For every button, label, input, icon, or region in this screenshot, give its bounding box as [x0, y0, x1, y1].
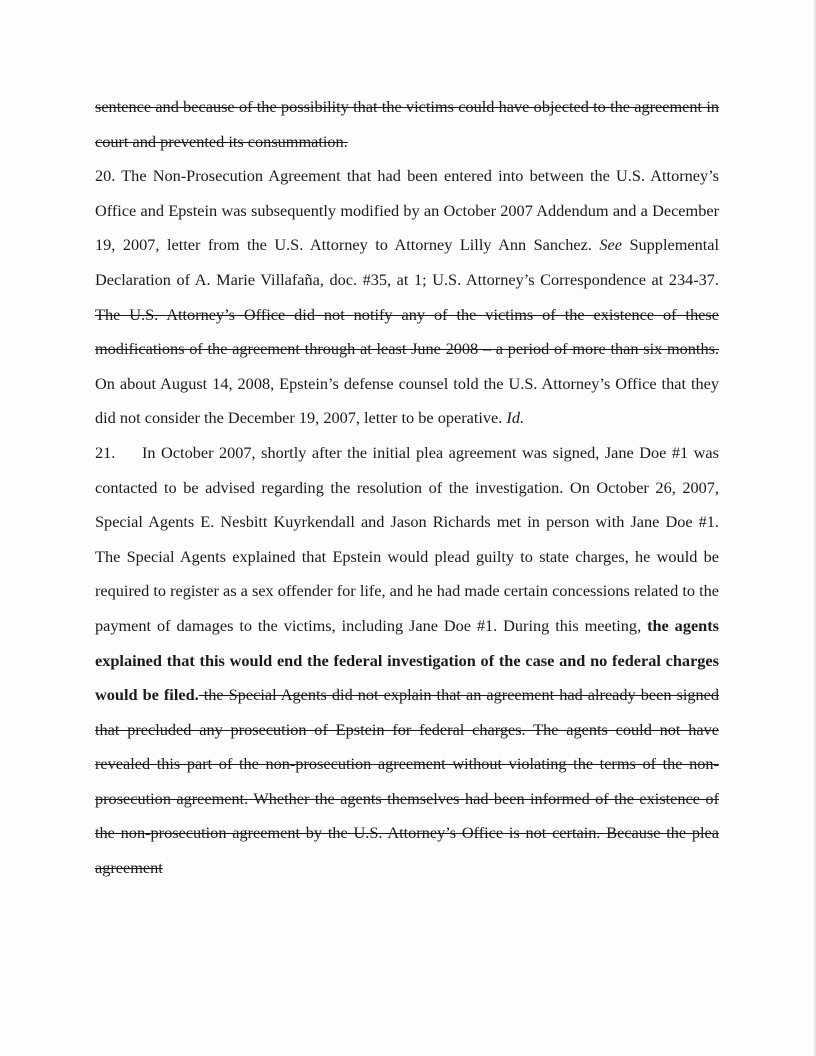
paragraph-number: 20.: [95, 166, 116, 186]
paragraph-20: [95, 159, 719, 436]
document-body: [95, 90, 719, 886]
bold-text: the agents explained that this would end the federal investigation of the case and no federal charges would be filed.: [95, 615, 719, 705]
struck-text: the Special Agents did not explain that an agreement had already been signed that precluded any prosecution of Epstein for federal charges. The agents could not have revealed this part of the non-prosecution agreement without violating the terms of the non-prosecution agreement. Whether the agents themselves had been informed of the existence of the non-prosecution agreement by the U.S. Attorney’s Office is not certain. Because the plea agreement: [95, 685, 720, 878]
struck-text: The U.S. Attorney’s Office did not notify any of the victims of the existence of these modifications of the agreement through at least June 2008 – a period of more than six months.: [95, 304, 719, 359]
paragraph-text: In October 2007, shortly after the initial plea agreement was signed, Jane Doe #1 was contacted to be advised regarding the resolution of the investigation. On October 26, 2007, Special Agents E. Nesbitt Kuyrkendall and Jason Richards met in person with Jane Doe #1. The Special Agents explained that Epstein would plead guilty to state charges, he would be required to register as a sex offender for life, and he had made certain concessions related to the payment of damages to the victims, including Jane Doe #1. During this meeting,: [95, 442, 719, 635]
citation-signal: See: [599, 235, 622, 255]
citation-id: Id.: [506, 408, 525, 428]
paragraph-text: Supplemental Declaration of A. Marie Villafaña, doc. #35, at 1; U.S. Attorney’s Correspondence at 234-37.: [95, 235, 719, 289]
paragraph-19-tail: [95, 90, 719, 159]
struck-text: sentence and because of the possibility that the victims could have objected to the agreement in court and prevented its consummation.: [95, 97, 719, 151]
paragraph-number: 21.: [95, 442, 116, 462]
paragraph-text: On about August 14, 2008, Epstein’s defense counsel told the U.S. Attorney’s Office that they did not consider the December 19, 2007, letter to be operative.: [95, 373, 719, 428]
paragraph-21: [95, 436, 719, 886]
paragraph-text: The Non-Prosecution Agreement that had been entered into between the U.S. Attorney’s Office and Epstein was subsequently modified by an October 2007 Addendum and a December 19, 2007, letter from the U.S. Attorney to Attorney Lilly Ann Sanchez.: [95, 166, 719, 255]
